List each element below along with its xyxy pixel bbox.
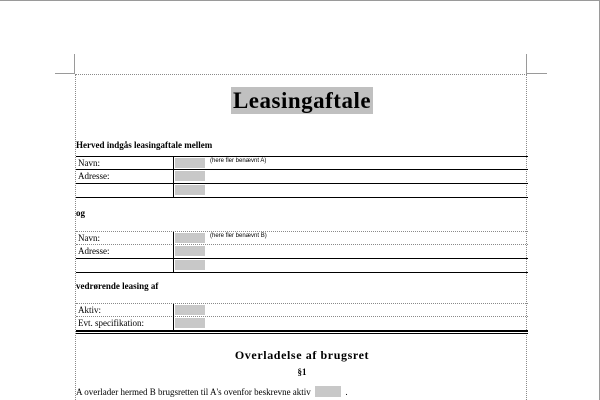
party-a-address-field-1[interactable] bbox=[175, 171, 205, 181]
party-a-address-field-2[interactable] bbox=[175, 185, 205, 195]
spec-row bbox=[76, 317, 528, 331]
crop-mark-top-right-h bbox=[527, 73, 547, 74]
body-paragraph bbox=[76, 386, 348, 398]
window-top-border bbox=[0, 0, 599, 1]
asset-row bbox=[76, 303, 528, 317]
asset-inline-field[interactable] bbox=[315, 386, 341, 397]
section-separator bbox=[76, 331, 528, 334]
crop-mark-top-left-h bbox=[55, 73, 75, 74]
spec-label: Evt. specifikation: bbox=[78, 318, 144, 328]
regarding-heading: vedrørende leasing af bbox=[76, 281, 159, 291]
asset-field[interactable] bbox=[175, 305, 205, 315]
paragraph-mark: §1 bbox=[297, 367, 307, 377]
party-a-address-label: Adresse: bbox=[78, 171, 110, 181]
party-b-name-field[interactable] bbox=[175, 233, 205, 243]
party-b-address-row-2 bbox=[76, 259, 528, 273]
connector-text: og bbox=[76, 208, 85, 218]
cell-divider bbox=[173, 259, 174, 272]
party-a-name-hint: (here fler benævnt A) bbox=[210, 158, 267, 164]
cell-divider bbox=[173, 157, 174, 170]
cell-divider bbox=[173, 232, 174, 245]
party-b-address-label: Adresse: bbox=[78, 246, 110, 256]
party-b-name-row bbox=[76, 231, 528, 245]
party-b-name-label: Navn: bbox=[78, 233, 100, 243]
party-b-address-field-2[interactable] bbox=[175, 260, 205, 270]
body-text-after: . bbox=[345, 387, 348, 397]
party-a-name-row bbox=[76, 156, 528, 170]
party-a-name-label: Navn: bbox=[78, 158, 100, 168]
party-a-name-field[interactable] bbox=[175, 158, 205, 168]
party-a-address-row-2 bbox=[76, 184, 528, 198]
crop-mark-top-left-v bbox=[74, 54, 75, 74]
party-a-address-row bbox=[76, 170, 528, 184]
crop-mark-top-right-v bbox=[526, 54, 527, 74]
cell-divider bbox=[173, 317, 174, 330]
party-b-name-hint: (here fler benævnt B) bbox=[210, 233, 267, 239]
document-title[interactable]: Leasingaftale bbox=[232, 88, 372, 113]
asset-label: Aktiv: bbox=[78, 305, 102, 315]
cell-divider bbox=[173, 245, 174, 258]
party-b-address-row bbox=[76, 245, 528, 259]
intro-heading: Herved indgås leasingaftale mellem bbox=[76, 140, 213, 150]
cell-divider bbox=[173, 170, 174, 183]
cell-divider bbox=[173, 184, 174, 197]
title-wrapper bbox=[76, 87, 528, 114]
section-title: Overladelse af brugsret bbox=[234, 348, 370, 362]
cell-divider bbox=[173, 304, 174, 317]
body-text-before: A overlader hermed B brugsretten til A's ovenfor beskrevne aktiv bbox=[76, 387, 311, 397]
document-page[interactable] bbox=[75, 74, 527, 400]
spec-field[interactable] bbox=[175, 318, 205, 328]
party-b-address-field-1[interactable] bbox=[175, 246, 205, 256]
